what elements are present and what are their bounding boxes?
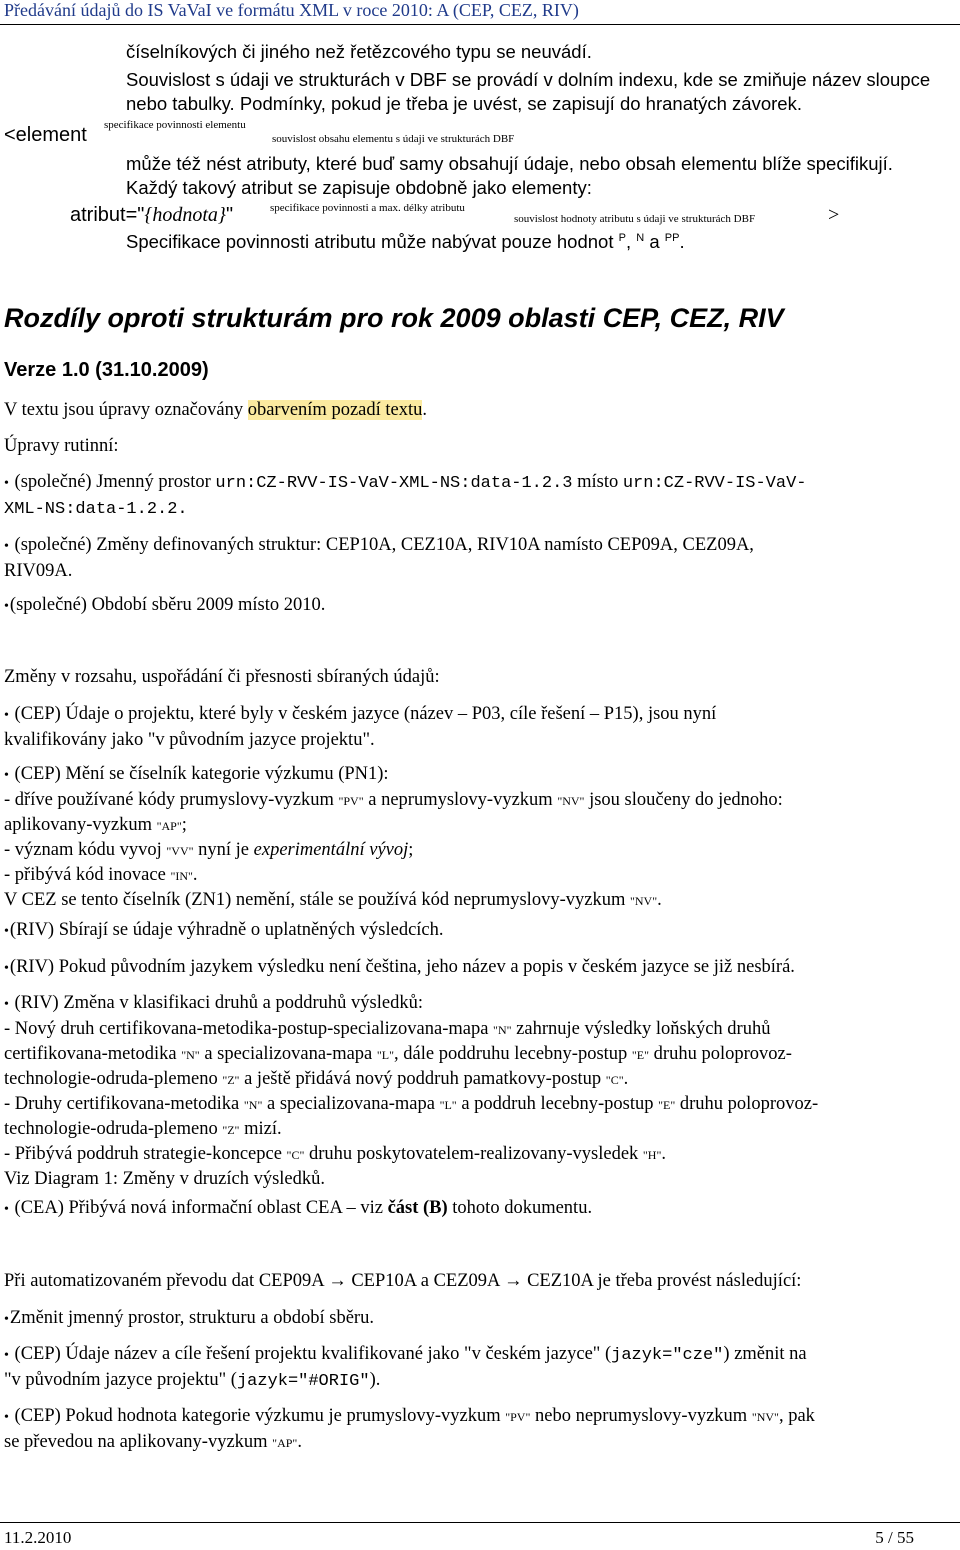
value-p: P bbox=[618, 231, 626, 244]
version-heading: Verze 1.0 (31.10.2009) bbox=[4, 359, 209, 381]
text: . bbox=[297, 1432, 302, 1452]
code-quote: "Z" bbox=[222, 1073, 240, 1087]
note-text: V textu jsou úpravy označovány bbox=[4, 400, 244, 420]
code-quote: "IN" bbox=[170, 869, 193, 883]
code-quote: "L" bbox=[439, 1098, 457, 1112]
code-quote: "NV" bbox=[751, 1410, 779, 1424]
text: a specializovana-mapa bbox=[204, 1044, 373, 1064]
text: - dříve používané kódy prumyslovy-vyzkum bbox=[4, 790, 334, 810]
conversion-item-language bbox=[4, 1342, 954, 1394]
routine-heading: Úpravy rutinní: bbox=[4, 436, 119, 456]
text: . bbox=[657, 890, 662, 910]
text: technologie-odruda-plemeno bbox=[4, 1119, 218, 1139]
text: . bbox=[623, 1069, 629, 1089]
text: (CEP) Údaje název a cíle řešení projektu kvalifikované jako "v českém jazyce" ( bbox=[14, 1344, 612, 1364]
text: a poddruh lecebny-postup bbox=[461, 1094, 654, 1114]
code-quote: "N" bbox=[243, 1098, 263, 1112]
code-quote: "H" bbox=[642, 1148, 662, 1162]
text: místo bbox=[577, 472, 619, 492]
text: (CEA) Přibývá nová informační oblast CEA – viz bbox=[14, 1198, 383, 1218]
code-quote: "VV" bbox=[166, 844, 194, 858]
text: . bbox=[192, 865, 198, 885]
code-quote: "N" bbox=[181, 1048, 200, 1062]
code-quote: "NV" bbox=[629, 894, 658, 908]
header-rule bbox=[0, 24, 960, 25]
change-item-cep-language bbox=[4, 702, 954, 752]
text: druhu poskytovatelem-realizovany-vysledek bbox=[308, 1144, 639, 1164]
element-subscript: souvislost obsahu elementu s údaji ve strukturách DBF bbox=[272, 133, 515, 145]
text: nyní je bbox=[198, 840, 250, 860]
highlight-note bbox=[4, 398, 954, 422]
section-title: Rozdíly oproti strukturám pro rok 2009 oblasti CEP, CEZ, RIV bbox=[4, 303, 784, 333]
code: XML-NS:data-1.2.2. bbox=[4, 500, 188, 519]
code-quote: "N" bbox=[493, 1023, 512, 1037]
footer-rule bbox=[0, 1522, 960, 1523]
footer-date: 11.2.2010 bbox=[4, 1528, 72, 1547]
code: jazyk="#ORIG" bbox=[236, 1372, 370, 1391]
emphasis: experimentální vývoj bbox=[253, 840, 409, 860]
change-item-cea bbox=[4, 1196, 954, 1222]
text: a neprumyslovy-vyzkum bbox=[368, 790, 553, 810]
text: technologie-odruda-plemeno bbox=[4, 1069, 218, 1089]
text: tohoto dokumentu. bbox=[452, 1198, 593, 1218]
text: V CEZ se tento číselník (ZN1) nemění, stále se používá kód neprumyslovy-vyzkum bbox=[4, 890, 626, 910]
text: (společné) Změny definovaných struktur: CEP10A, CEZ10A, RIV10A namísto CEP09A, CEZ09A, bbox=[14, 535, 754, 555]
page-header-title: Předávání údajů do IS VaVaI ve formátu XML v roce 2010: A (CEP, CEZ, RIV) bbox=[4, 0, 579, 20]
code-quote: "E" bbox=[631, 1048, 650, 1062]
text: ; bbox=[408, 840, 414, 860]
text: - Přibývá poddruh strategie-koncepce bbox=[4, 1144, 282, 1164]
conversion-item-namespace: • Změnit jmenný prostor, strukturu a období sběru. bbox=[4, 1306, 954, 1332]
text: nebo neprumyslovy-vyzkum bbox=[535, 1406, 748, 1426]
intro-line-5: Každý takový atribut se zapisuje obdobně jako elementy: bbox=[126, 177, 592, 198]
code-quote: "AP" bbox=[156, 819, 182, 833]
attribute-superscript: specifikace povinnosti a max. délky atributu bbox=[270, 202, 465, 214]
intro-line-3: nebo tabulky. Podmínky, pokud je třeba je uvést, se zapisují do hranatých závorek. bbox=[126, 93, 802, 114]
attribute-name: atribut=" bbox=[70, 204, 145, 226]
routine-item-namespace bbox=[4, 470, 954, 522]
code-quote: "L" bbox=[376, 1048, 395, 1062]
attribute-subscript: souvislost hodnoty atributu s údaji ve strukturách DBF bbox=[514, 213, 756, 225]
element-tag: <element bbox=[4, 124, 87, 146]
text: (RIV) Změna v klasifikaci druhů a poddruhů výsledků: bbox=[14, 993, 423, 1013]
conj-a: a bbox=[649, 231, 660, 252]
text: druhu poloprovoz- bbox=[653, 1044, 792, 1064]
text: ; bbox=[181, 815, 187, 835]
code-quote: "Z" bbox=[222, 1123, 240, 1137]
text: , pak bbox=[778, 1406, 815, 1426]
spec-text: Specifikace povinnosti atributu může nabývat pouze hodnot bbox=[126, 231, 614, 252]
text: - význam kódu vyvoj bbox=[4, 840, 162, 860]
text: ). bbox=[369, 1370, 381, 1390]
intro-line-2: Souvislost s údaji ve strukturách v DBF se provádí v dolním indexu, kde se zmiňuje název sloupce bbox=[126, 69, 931, 90]
text: "v původním jazyce projektu" ( bbox=[4, 1370, 237, 1390]
attribute-quote: " bbox=[225, 204, 234, 226]
code-quote: "C" bbox=[605, 1073, 624, 1087]
change-item-riv-classification bbox=[4, 991, 954, 1191]
text: a specializovana-mapa bbox=[267, 1094, 435, 1114]
conversion-item-category bbox=[4, 1404, 954, 1455]
note-dot: . bbox=[422, 400, 427, 420]
attribute-syntax bbox=[70, 204, 233, 227]
text: Viz Diagram 1: Změny v druzích výsledků. bbox=[4, 1169, 326, 1189]
text: kvalifikovány jako "v původním jazyce projektu". bbox=[4, 730, 375, 750]
text: (společné) Jmenný prostor bbox=[14, 472, 211, 492]
element-superscript: specifikace povinnosti elementu bbox=[104, 119, 246, 131]
code-quote: "PV" bbox=[338, 794, 364, 808]
text: mizí. bbox=[244, 1119, 282, 1139]
code-quote: "C" bbox=[286, 1148, 305, 1162]
text: RIV09A. bbox=[4, 561, 73, 581]
code-quote: "E" bbox=[658, 1098, 676, 1112]
conversion-heading: Při automatizovaném převodu dat CEP09A → CEP10A a CEZ09A → CEZ10A je třeba provést následující: bbox=[4, 1271, 802, 1291]
bold-ref: část (B) bbox=[387, 1198, 448, 1218]
value-pp: PP bbox=[664, 231, 680, 244]
code-quote: "AP" bbox=[272, 1436, 298, 1450]
text: (CEP) Mění se číselník kategorie výzkumu (PN1): bbox=[14, 764, 389, 784]
text: aplikovany-vyzkum bbox=[4, 815, 152, 835]
intro-line-6: Specifikace povinnosti atributu může nabývat pouze hodnot $^P$, $^N$ a $^{PP}$. bbox=[126, 231, 685, 252]
text: zahrnuje výsledky loňských druhů bbox=[516, 1019, 771, 1039]
intro-line-1: číselníkových či jiného než řetězcového typu se neuvádí. bbox=[126, 41, 592, 62]
changes-heading: Změny v rozsahu, uspořádání či přesnosti sbíraných údajů: bbox=[4, 667, 440, 687]
text: - přibývá kód inovace bbox=[4, 865, 166, 885]
change-item-cep-category bbox=[4, 762, 954, 913]
text: a ještě přidává nový poddruh pamatkovy-postup bbox=[244, 1069, 602, 1089]
text: jsou sloučeny do jednoho: bbox=[589, 790, 783, 810]
code-quote: "PV" bbox=[505, 1410, 531, 1424]
routine-item-period: • (společné) Období sběru 2009 místo 2010. bbox=[4, 593, 954, 619]
change-item-riv-applied: • (RIV) Sbírají se údaje výhradně o uplatněných výsledcích. bbox=[4, 918, 954, 944]
code: urn:CZ-RVV-IS-VaV- bbox=[622, 474, 807, 493]
text: . bbox=[661, 1144, 666, 1164]
text: ) změnit na bbox=[723, 1344, 807, 1364]
code: urn:CZ-RVV-IS-VaV-XML-NS:data-1.2.3 bbox=[215, 474, 573, 493]
footer-page-number: 5 / 55 bbox=[875, 1528, 914, 1547]
text: , dále poddruhu lecebny-postup bbox=[394, 1044, 628, 1064]
text: (CEP) Pokud hodnota kategorie výzkumu je prumyslovy-vyzkum bbox=[14, 1406, 501, 1426]
routine-item-structures bbox=[4, 533, 954, 583]
text: - Nový druh certifikovana-metodika-postup-specializovana-mapa bbox=[4, 1019, 489, 1039]
change-item-riv-language: • (RIV) Pokud původním jazykem výsledku není čeština, jeho název a popis v českém jazyce se již nesbírá. bbox=[4, 955, 954, 981]
value-n: N bbox=[636, 231, 645, 244]
code-quote: "NV" bbox=[557, 794, 585, 808]
text: se převedou na aplikovany-vyzkum bbox=[4, 1432, 268, 1452]
text: certifikovana-metodika bbox=[4, 1044, 177, 1064]
note-highlight: obarvením pozadí textu bbox=[247, 400, 423, 420]
text: (CEP) Údaje o projektu, které byly v českém jazyce (název – P03, cíle řešení – P15), jsou nyní bbox=[14, 704, 717, 724]
intro-line-4: může též nést atributy, které buď samy obsahují údaje, nebo obsah elementu blíže specifikují. bbox=[126, 153, 893, 174]
attribute-close: > bbox=[828, 204, 840, 226]
text: druhu poloprovoz- bbox=[679, 1094, 819, 1114]
code: jazyk="cze" bbox=[611, 1346, 724, 1365]
attribute-value: {hodnota} bbox=[144, 204, 226, 226]
text: - Druhy certifikovana-metodika bbox=[4, 1094, 240, 1114]
